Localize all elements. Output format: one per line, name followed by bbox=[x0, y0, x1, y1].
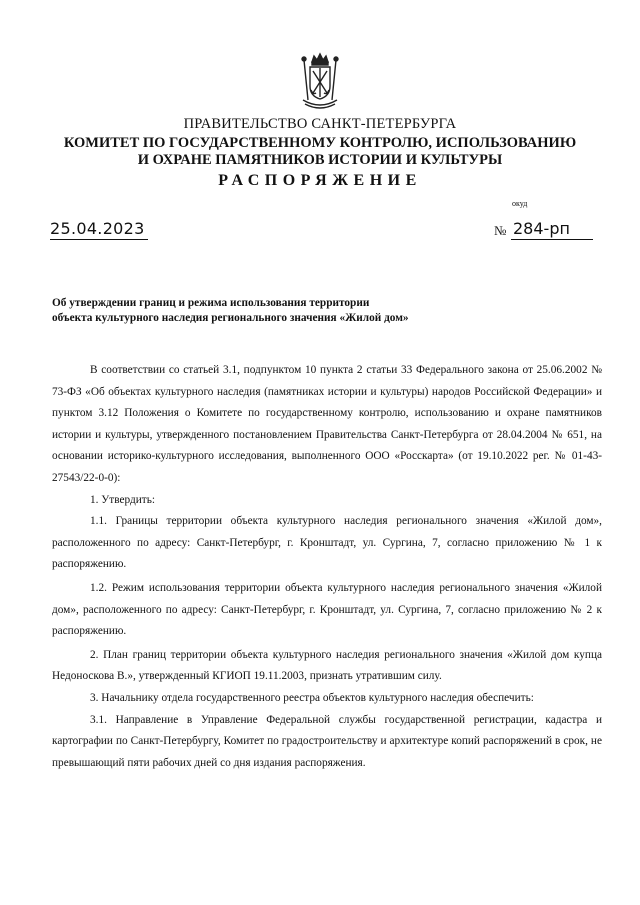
committee-title bbox=[0, 135, 640, 169]
committee-line-2: И ОХРАНЕ ПАМЯТНИКОВ ИСТОРИИ И КУЛЬТУРЫ bbox=[137, 152, 503, 168]
number-label: № bbox=[494, 223, 507, 238]
clause-3-1: 3.1. Направление в Управление Федеральной службы государственной регистрации, кадастра и картографии по Санкт-Петербургу, Комитет по градостроительству и архитектуре копий распоряжений в срок, не превышающий пяти рабочих дней со дня издания распоряжения. bbox=[52, 713, 602, 769]
clause-1: 1. Утвердить: bbox=[90, 493, 156, 506]
subject-line-1: Об утверждении границ и режима использования территории bbox=[52, 297, 370, 309]
document-body bbox=[52, 360, 602, 774]
st-petersburg-coat-of-arms-icon bbox=[295, 50, 345, 112]
clause-2: 2. План границ территории объекта культурного наследия регионального значения «Жилой дом купца Недоноскова В.», утвержденный КГИОП 19.11.2003, признать утратившим силу. bbox=[52, 648, 602, 683]
document-type: РАСПОРЯЖЕНИЕ bbox=[218, 172, 422, 189]
committee-line-1: КОМИТЕТ ПО ГОСУДАРСТВЕННОМУ КОНТРОЛЮ, ИСПОЛЬЗОВАНИЮ bbox=[63, 135, 577, 151]
document-number: 284-рп bbox=[511, 219, 593, 240]
clause-3: 3. Начальнику отдела государственного реестра объектов культурного наследия обеспечить: bbox=[90, 691, 534, 704]
document-date: 25.04.2023 bbox=[50, 219, 148, 240]
clause-1-1: 1.1. Границы территории объекта культурного наследия регионального значения «Жилой дом», расположенного по адресу: Санкт-Петербург, г. Кронштадт, ул. Сургина, 7, согласно приложению № 1 к распоряжению. bbox=[52, 515, 602, 571]
document-subject bbox=[52, 296, 492, 326]
clause-1-2: 1.2. Режим использования территории объекта культурного наследия регионального значения «Жилой дом», расположенного по адресу: Санкт-Петербург, г. Кронштадт, ул. Сургина, 7, согласно приложению № 2 к распоряжению. bbox=[52, 581, 602, 638]
okud-label: окуд bbox=[512, 199, 528, 208]
government-title: ПРАВИТЕЛЬСТВО САНКТ-ПЕТЕРБУРГА bbox=[183, 116, 457, 132]
subject-line-2: объекта культурного наследия регионального значения «Жилой дом» bbox=[52, 312, 409, 324]
preamble-paragraph: В соответствии со статьей 3.1, подпунктом 10 пункта 2 статьи 33 Федерального закона от 25.06.2002 № 73-ФЗ «Об объектах культурного наследия (памятниках истории и культуры) народов Российской Федерации» и пунктом 3.12 Положения о Комитете по государственному контролю, использованию и охране памятников истории и культуры, утвержденного постановлением Правительства Санкт-Петербурга от 28.04.2004 № 651, на основании историко-культурного исследования, выполненного ООО «Росскарта» (от 19.10.2022 рег. № 01-43-27543/22-0-0): bbox=[52, 364, 602, 484]
